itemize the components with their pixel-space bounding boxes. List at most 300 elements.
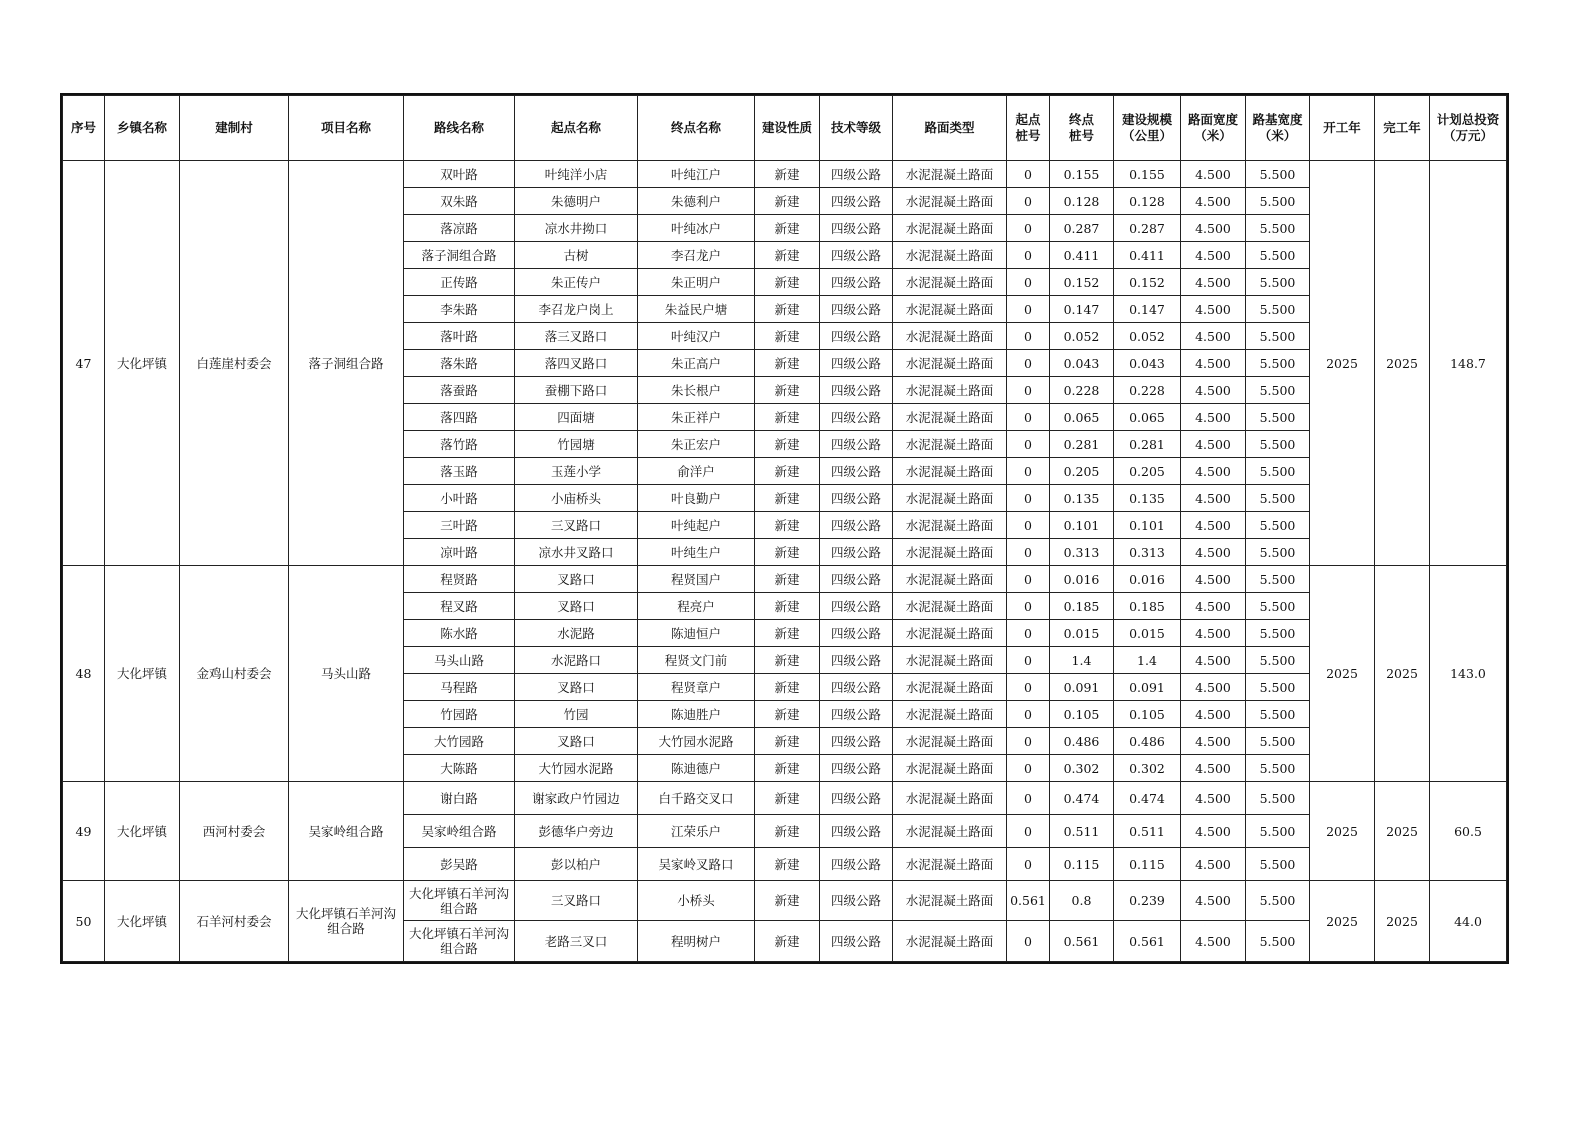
pavement-type: 水泥混凝土路面	[893, 269, 1007, 296]
group-invest: 143.0	[1430, 566, 1507, 782]
construction-nature: 新建	[755, 161, 820, 188]
route-name: 落四路	[404, 404, 515, 431]
route-name: 程叉路	[404, 593, 515, 620]
start-name: 三叉路口	[515, 881, 638, 921]
header-start-stake	[1007, 96, 1050, 161]
header-start-stake-line2: 桩号	[1015, 128, 1041, 143]
pavement-type: 水泥混凝土路面	[893, 593, 1007, 620]
tech-grade: 四级公路	[820, 404, 893, 431]
start-stake: 0	[1007, 269, 1050, 296]
roadbed-width: 5.500	[1246, 848, 1310, 881]
start-name: 竹园	[515, 701, 638, 728]
header-start-year: 开工年	[1310, 96, 1375, 161]
route-name: 谢白路	[404, 782, 515, 815]
roadbed-width: 5.500	[1246, 647, 1310, 674]
header-start: 起点名称	[515, 96, 638, 161]
end-name: 叶良勤户	[638, 485, 755, 512]
end-stake: 0.8	[1050, 881, 1114, 921]
header-end-year: 完工年	[1375, 96, 1430, 161]
tech-grade: 四级公路	[820, 296, 893, 323]
start-name: 彭德华户旁边	[515, 815, 638, 848]
end-name: 朱德利户	[638, 188, 755, 215]
roadbed-width: 5.500	[1246, 161, 1310, 188]
tech-grade: 四级公路	[820, 815, 893, 848]
construction-nature: 新建	[755, 404, 820, 431]
construction-nature: 新建	[755, 848, 820, 881]
pavement-width: 4.500	[1181, 161, 1246, 188]
build-scale: 0.486	[1114, 728, 1181, 755]
end-stake: 0.155	[1050, 161, 1114, 188]
construction-nature: 新建	[755, 921, 820, 962]
end-name: 程贤文门前	[638, 647, 755, 674]
pavement-type: 水泥混凝土路面	[893, 728, 1007, 755]
tech-grade: 四级公路	[820, 782, 893, 815]
start-name: 叶纯洋小店	[515, 161, 638, 188]
construction-nature: 新建	[755, 620, 820, 647]
pavement-type: 水泥混凝土路面	[893, 782, 1007, 815]
route-name: 落竹路	[404, 431, 515, 458]
construction-nature: 新建	[755, 566, 820, 593]
end-name: 朱正明户	[638, 269, 755, 296]
group-project: 大化坪镇石羊河沟组合路	[289, 881, 404, 962]
pavement-width: 4.500	[1181, 620, 1246, 647]
route-name: 程贤路	[404, 566, 515, 593]
header-end-stake	[1050, 96, 1114, 161]
construction-nature: 新建	[755, 674, 820, 701]
construction-nature: 新建	[755, 296, 820, 323]
end-name: 陈迪胜户	[638, 701, 755, 728]
end-stake: 0.228	[1050, 377, 1114, 404]
start-name: 李召龙户岗上	[515, 296, 638, 323]
end-name: 陈迪恒户	[638, 620, 755, 647]
start-name: 彭以柏户	[515, 848, 638, 881]
start-stake: 0	[1007, 539, 1050, 566]
pavement-type: 水泥混凝土路面	[893, 755, 1007, 782]
tech-grade: 四级公路	[820, 674, 893, 701]
pavement-type: 水泥混凝土路面	[893, 881, 1007, 921]
end-stake: 0.015	[1050, 620, 1114, 647]
start-stake: 0	[1007, 377, 1050, 404]
header-end-stake-line1: 终点	[1068, 112, 1094, 127]
start-name: 凉水井拗口	[515, 215, 638, 242]
group-village: 西河村委会	[180, 782, 289, 881]
table-row	[63, 881, 1507, 921]
header-scale-line1: 建设规模	[1121, 112, 1172, 127]
tech-grade: 四级公路	[820, 539, 893, 566]
route-name: 落玉路	[404, 458, 515, 485]
construction-nature: 新建	[755, 539, 820, 566]
start-name: 水泥路口	[515, 647, 638, 674]
build-scale: 0.239	[1114, 881, 1181, 921]
start-name: 古树	[515, 242, 638, 269]
pavement-width: 4.500	[1181, 323, 1246, 350]
tech-grade: 四级公路	[820, 755, 893, 782]
end-name: 朱正高户	[638, 350, 755, 377]
header-base	[1246, 96, 1310, 161]
tech-grade: 四级公路	[820, 323, 893, 350]
construction-nature: 新建	[755, 815, 820, 848]
roadbed-width: 5.500	[1246, 404, 1310, 431]
build-scale: 0.302	[1114, 755, 1181, 782]
start-name: 叉路口	[515, 566, 638, 593]
start-stake: 0	[1007, 485, 1050, 512]
build-scale: 0.228	[1114, 377, 1181, 404]
build-scale: 1.4	[1114, 647, 1181, 674]
header-scale-line2: （公里）	[1121, 128, 1172, 143]
pavement-width: 4.500	[1181, 848, 1246, 881]
end-name: 朱正宏户	[638, 431, 755, 458]
header-width-line1: 路面宽度	[1187, 112, 1238, 127]
build-scale: 0.015	[1114, 620, 1181, 647]
end-name: 吴家岭叉路口	[638, 848, 755, 881]
start-stake: 0.561	[1007, 881, 1050, 921]
construction-nature: 新建	[755, 350, 820, 377]
build-scale: 0.115	[1114, 848, 1181, 881]
pavement-width: 4.500	[1181, 188, 1246, 215]
roadbed-width: 5.500	[1246, 881, 1310, 921]
pavement-type: 水泥混凝土路面	[893, 701, 1007, 728]
table-row	[63, 161, 1507, 188]
group-start-year: 2025	[1310, 161, 1375, 566]
roadbed-width: 5.500	[1246, 215, 1310, 242]
construction-nature: 新建	[755, 242, 820, 269]
pavement-type: 水泥混凝土路面	[893, 296, 1007, 323]
pavement-width: 4.500	[1181, 674, 1246, 701]
pavement-width: 4.500	[1181, 350, 1246, 377]
header-invest	[1430, 96, 1507, 161]
route-name: 彭吴路	[404, 848, 515, 881]
pavement-type: 水泥混凝土路面	[893, 242, 1007, 269]
end-stake: 0.052	[1050, 323, 1114, 350]
pavement-type: 水泥混凝土路面	[893, 815, 1007, 848]
build-scale: 0.155	[1114, 161, 1181, 188]
end-name: 朱长根户	[638, 377, 755, 404]
group-seq: 47	[63, 161, 105, 566]
pavement-width: 4.500	[1181, 755, 1246, 782]
pavement-width: 4.500	[1181, 512, 1246, 539]
start-stake: 0	[1007, 566, 1050, 593]
roadbed-width: 5.500	[1246, 296, 1310, 323]
header-end: 终点名称	[638, 96, 755, 161]
tech-grade: 四级公路	[820, 485, 893, 512]
pavement-type: 水泥混凝土路面	[893, 161, 1007, 188]
start-stake: 0	[1007, 512, 1050, 539]
group-village: 石羊河村委会	[180, 881, 289, 962]
end-name: 朱益民户塘	[638, 296, 755, 323]
roadbed-width: 5.500	[1246, 921, 1310, 962]
end-name: 小桥头	[638, 881, 755, 921]
end-name: 江荣乐户	[638, 815, 755, 848]
end-name: 叶纯生户	[638, 539, 755, 566]
route-name: 马头山路	[404, 647, 515, 674]
construction-nature: 新建	[755, 458, 820, 485]
pavement-type: 水泥混凝土路面	[893, 566, 1007, 593]
start-name: 凉水井叉路口	[515, 539, 638, 566]
pavement-type: 水泥混凝土路面	[893, 539, 1007, 566]
pavement-type: 水泥混凝土路面	[893, 921, 1007, 962]
end-stake: 0.511	[1050, 815, 1114, 848]
header-base-line2: （米）	[1258, 128, 1297, 143]
build-scale: 0.152	[1114, 269, 1181, 296]
tech-grade: 四级公路	[820, 593, 893, 620]
route-name: 双叶路	[404, 161, 515, 188]
group-end-year: 2025	[1375, 881, 1430, 962]
construction-nature: 新建	[755, 215, 820, 242]
start-stake: 0	[1007, 782, 1050, 815]
start-name: 朱德明户	[515, 188, 638, 215]
pavement-type: 水泥混凝土路面	[893, 323, 1007, 350]
build-scale: 0.135	[1114, 485, 1181, 512]
header-seq: 序号	[63, 96, 105, 161]
roadbed-width: 5.500	[1246, 728, 1310, 755]
header-width-line2: （米）	[1194, 128, 1232, 143]
route-name: 小叶路	[404, 485, 515, 512]
tech-grade: 四级公路	[820, 620, 893, 647]
tech-grade: 四级公路	[820, 350, 893, 377]
build-scale: 0.281	[1114, 431, 1181, 458]
start-stake: 0	[1007, 161, 1050, 188]
route-name: 落凉路	[404, 215, 515, 242]
end-name: 叶纯汉户	[638, 323, 755, 350]
end-stake: 0.281	[1050, 431, 1114, 458]
end-stake: 0.152	[1050, 269, 1114, 296]
start-stake: 0	[1007, 404, 1050, 431]
pavement-width: 4.500	[1181, 377, 1246, 404]
tech-grade: 四级公路	[820, 512, 893, 539]
end-stake: 0.147	[1050, 296, 1114, 323]
build-scale: 0.313	[1114, 539, 1181, 566]
start-name: 叉路口	[515, 593, 638, 620]
roadbed-width: 5.500	[1246, 701, 1310, 728]
build-scale: 0.016	[1114, 566, 1181, 593]
pavement-width: 4.500	[1181, 593, 1246, 620]
start-name: 朱正传户	[515, 269, 638, 296]
roadbed-width: 5.500	[1246, 815, 1310, 848]
end-stake: 0.115	[1050, 848, 1114, 881]
table-row	[63, 566, 1507, 593]
build-scale: 0.128	[1114, 188, 1181, 215]
tech-grade: 四级公路	[820, 188, 893, 215]
roadbed-width: 5.500	[1246, 566, 1310, 593]
build-scale: 0.043	[1114, 350, 1181, 377]
pavement-type: 水泥混凝土路面	[893, 848, 1007, 881]
start-stake: 0	[1007, 620, 1050, 647]
end-stake: 0.205	[1050, 458, 1114, 485]
route-name: 落子洞组合路	[404, 242, 515, 269]
header-start-stake-line1: 起点	[1015, 112, 1041, 127]
pavement-width: 4.500	[1181, 921, 1246, 962]
pavement-width: 4.500	[1181, 215, 1246, 242]
group-invest: 60.5	[1430, 782, 1507, 881]
route-name: 大陈路	[404, 755, 515, 782]
route-name: 凉叶路	[404, 539, 515, 566]
end-name: 俞洋户	[638, 458, 755, 485]
route-name: 落蚕路	[404, 377, 515, 404]
end-stake: 0.016	[1050, 566, 1114, 593]
construction-nature: 新建	[755, 377, 820, 404]
road-project-table	[62, 95, 1507, 962]
route-name: 陈水路	[404, 620, 515, 647]
pavement-width: 4.500	[1181, 539, 1246, 566]
end-stake: 0.105	[1050, 701, 1114, 728]
construction-nature: 新建	[755, 431, 820, 458]
pavement-width: 4.500	[1181, 404, 1246, 431]
roadbed-width: 5.500	[1246, 188, 1310, 215]
start-stake: 0	[1007, 215, 1050, 242]
start-stake: 0	[1007, 647, 1050, 674]
start-stake: 0	[1007, 815, 1050, 848]
roadbed-width: 5.500	[1246, 323, 1310, 350]
pavement-width: 4.500	[1181, 431, 1246, 458]
end-stake: 0.043	[1050, 350, 1114, 377]
route-name: 马程路	[404, 674, 515, 701]
start-name: 小庙桥头	[515, 485, 638, 512]
start-stake: 0	[1007, 350, 1050, 377]
group-township: 大化坪镇	[105, 782, 180, 881]
end-stake: 0.302	[1050, 755, 1114, 782]
tech-grade: 四级公路	[820, 269, 893, 296]
header-row	[63, 96, 1507, 161]
tech-grade: 四级公路	[820, 431, 893, 458]
group-end-year: 2025	[1375, 782, 1430, 881]
pavement-width: 4.500	[1181, 458, 1246, 485]
pavement-type: 水泥混凝土路面	[893, 431, 1007, 458]
start-stake: 0	[1007, 728, 1050, 755]
tech-grade: 四级公路	[820, 881, 893, 921]
group-township: 大化坪镇	[105, 566, 180, 782]
construction-nature: 新建	[755, 323, 820, 350]
build-scale: 0.185	[1114, 593, 1181, 620]
pavement-width: 4.500	[1181, 566, 1246, 593]
route-name: 落叶路	[404, 323, 515, 350]
start-name: 水泥路	[515, 620, 638, 647]
end-stake: 0.185	[1050, 593, 1114, 620]
group-village: 金鸡山村委会	[180, 566, 289, 782]
header-nature: 建设性质	[755, 96, 820, 161]
end-stake: 0.101	[1050, 512, 1114, 539]
construction-nature: 新建	[755, 593, 820, 620]
start-name: 叉路口	[515, 674, 638, 701]
build-scale: 0.065	[1114, 404, 1181, 431]
route-name: 大化坪镇石羊河沟组合路	[404, 921, 515, 962]
start-name: 蚕棚下路口	[515, 377, 638, 404]
end-stake: 0.128	[1050, 188, 1114, 215]
start-stake: 0	[1007, 593, 1050, 620]
group-seq: 48	[63, 566, 105, 782]
end-stake: 0.091	[1050, 674, 1114, 701]
pavement-type: 水泥混凝土路面	[893, 458, 1007, 485]
start-name: 老路三叉口	[515, 921, 638, 962]
group-township: 大化坪镇	[105, 161, 180, 566]
end-stake: 1.4	[1050, 647, 1114, 674]
end-name: 叶纯江户	[638, 161, 755, 188]
end-name: 白千路交叉口	[638, 782, 755, 815]
group-project: 落子洞组合路	[289, 161, 404, 566]
pavement-type: 水泥混凝土路面	[893, 377, 1007, 404]
pavement-type: 水泥混凝土路面	[893, 188, 1007, 215]
pavement-width: 4.500	[1181, 647, 1246, 674]
group-end-year: 2025	[1375, 161, 1430, 566]
end-stake: 0.411	[1050, 242, 1114, 269]
tech-grade: 四级公路	[820, 161, 893, 188]
group-project: 吴家岭组合路	[289, 782, 404, 881]
pavement-type: 水泥混凝土路面	[893, 512, 1007, 539]
tech-grade: 四级公路	[820, 921, 893, 962]
group-start-year: 2025	[1310, 881, 1375, 962]
roadbed-width: 5.500	[1246, 377, 1310, 404]
header-base-line1: 路基宽度	[1252, 112, 1303, 127]
header-village: 建制村	[180, 96, 289, 161]
pavement-width: 4.500	[1181, 296, 1246, 323]
start-name: 三叉路口	[515, 512, 638, 539]
start-name: 竹园塘	[515, 431, 638, 458]
end-name: 程明树户	[638, 921, 755, 962]
group-end-year: 2025	[1375, 566, 1430, 782]
start-name: 落四叉路口	[515, 350, 638, 377]
roadbed-width: 5.500	[1246, 485, 1310, 512]
route-name: 落朱路	[404, 350, 515, 377]
end-name: 叶纯冰户	[638, 215, 755, 242]
tech-grade: 四级公路	[820, 728, 893, 755]
pavement-width: 4.500	[1181, 485, 1246, 512]
pavement-width: 4.500	[1181, 269, 1246, 296]
pavement-width: 4.500	[1181, 701, 1246, 728]
end-name: 程贤章户	[638, 674, 755, 701]
pavement-type: 水泥混凝土路面	[893, 647, 1007, 674]
build-scale: 0.147	[1114, 296, 1181, 323]
group-project: 马头山路	[289, 566, 404, 782]
roadbed-width: 5.500	[1246, 782, 1310, 815]
start-stake: 0	[1007, 458, 1050, 485]
group-start-year: 2025	[1310, 782, 1375, 881]
header-invest-line1: 计划总投资	[1436, 112, 1500, 127]
end-name: 程贤国户	[638, 566, 755, 593]
group-village: 白莲崖村委会	[180, 161, 289, 566]
start-stake: 0	[1007, 188, 1050, 215]
pavement-type: 水泥混凝土路面	[893, 485, 1007, 512]
header-end-stake-line2: 桩号	[1068, 128, 1094, 143]
header-scale	[1114, 96, 1181, 161]
pavement-type: 水泥混凝土路面	[893, 674, 1007, 701]
roadbed-width: 5.500	[1246, 620, 1310, 647]
tech-grade: 四级公路	[820, 215, 893, 242]
route-name: 李朱路	[404, 296, 515, 323]
start-stake: 0	[1007, 431, 1050, 458]
construction-nature: 新建	[755, 647, 820, 674]
build-scale: 0.411	[1114, 242, 1181, 269]
header-grade: 技术等级	[820, 96, 893, 161]
build-scale: 0.091	[1114, 674, 1181, 701]
roadbed-width: 5.500	[1246, 539, 1310, 566]
start-name: 四面塘	[515, 404, 638, 431]
route-name: 吴家岭组合路	[404, 815, 515, 848]
end-name: 李召龙户	[638, 242, 755, 269]
start-name: 玉莲小学	[515, 458, 638, 485]
group-start-year: 2025	[1310, 566, 1375, 782]
build-scale: 0.052	[1114, 323, 1181, 350]
group-invest: 148.7	[1430, 161, 1507, 566]
group-township: 大化坪镇	[105, 881, 180, 962]
pavement-width: 4.500	[1181, 881, 1246, 921]
start-name: 叉路口	[515, 728, 638, 755]
start-stake: 0	[1007, 296, 1050, 323]
header-project: 项目名称	[289, 96, 404, 161]
tech-grade: 四级公路	[820, 242, 893, 269]
roadbed-width: 5.500	[1246, 512, 1310, 539]
construction-nature: 新建	[755, 188, 820, 215]
tech-grade: 四级公路	[820, 647, 893, 674]
build-scale: 0.105	[1114, 701, 1181, 728]
